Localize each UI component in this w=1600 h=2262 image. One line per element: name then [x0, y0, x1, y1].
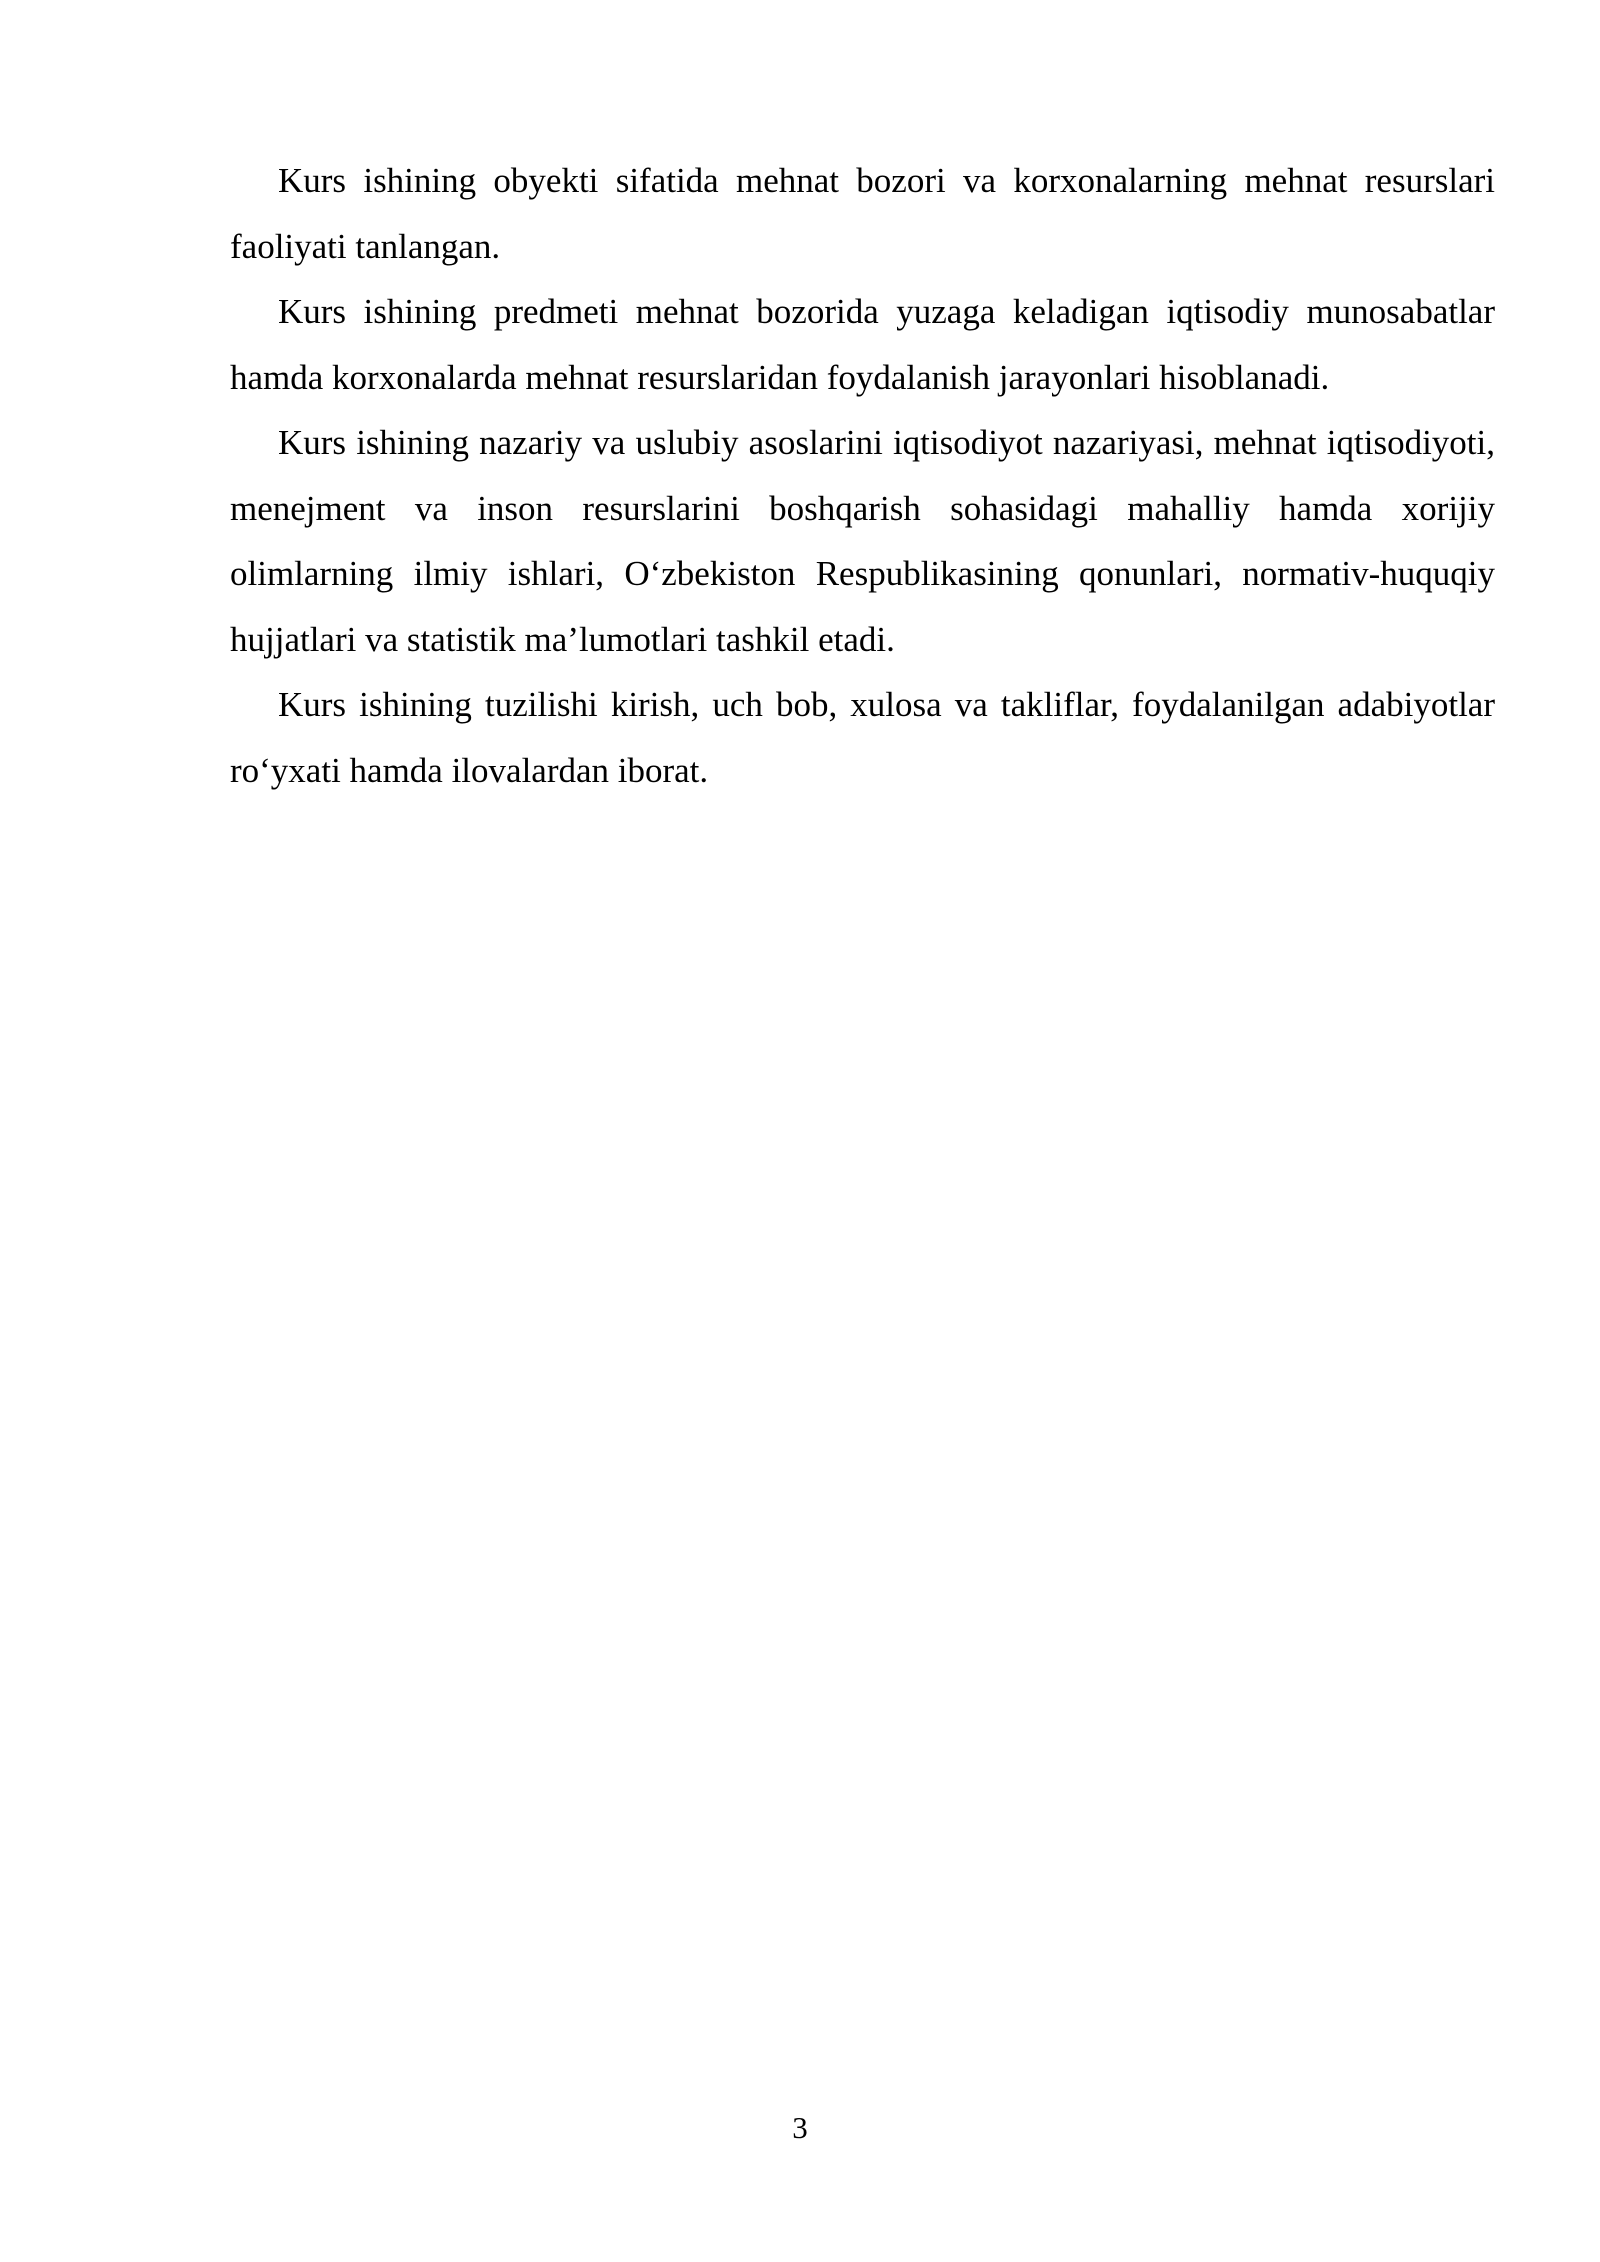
paragraph-subject: Kurs ishining predmeti mehnat bozorida yuzaga keladigan iqtisodiy munosabatlar hamda korxonalarda mehnat resurslaridan foydalanish jarayonlari hisoblanadi.: [230, 292, 1495, 397]
body-text: [230, 148, 1495, 803]
page-number: 3: [792, 2110, 808, 2145]
paragraph-theoretical-basis: Kurs ishining nazariy va uslubiy asoslarini iqtisodiyot nazariyasi, mehnat iqtisodiyoti, menejment va inson resurslarini boshqarish sohasidagi mahalliy hamda xorijiy olimlarning ilmiy ishlari, O‘zbekiston Respublikasining qonunlari, normativ-huquqiy hujjatlari va statistik ma’lumotlari tashkil etadi.: [230, 423, 1495, 659]
paragraph-object: Kurs ishining obyekti sifatida mehnat bozori va korxonalarning mehnat resurslari faoliyati tanlangan.: [230, 161, 1495, 266]
paragraph-structure: Kurs ishining tuzilishi kirish, uch bob, xulosa va takliflar, foydalanilgan adabiyotlar ro‘yxati hamda ilovalardan iborat.: [230, 685, 1495, 790]
